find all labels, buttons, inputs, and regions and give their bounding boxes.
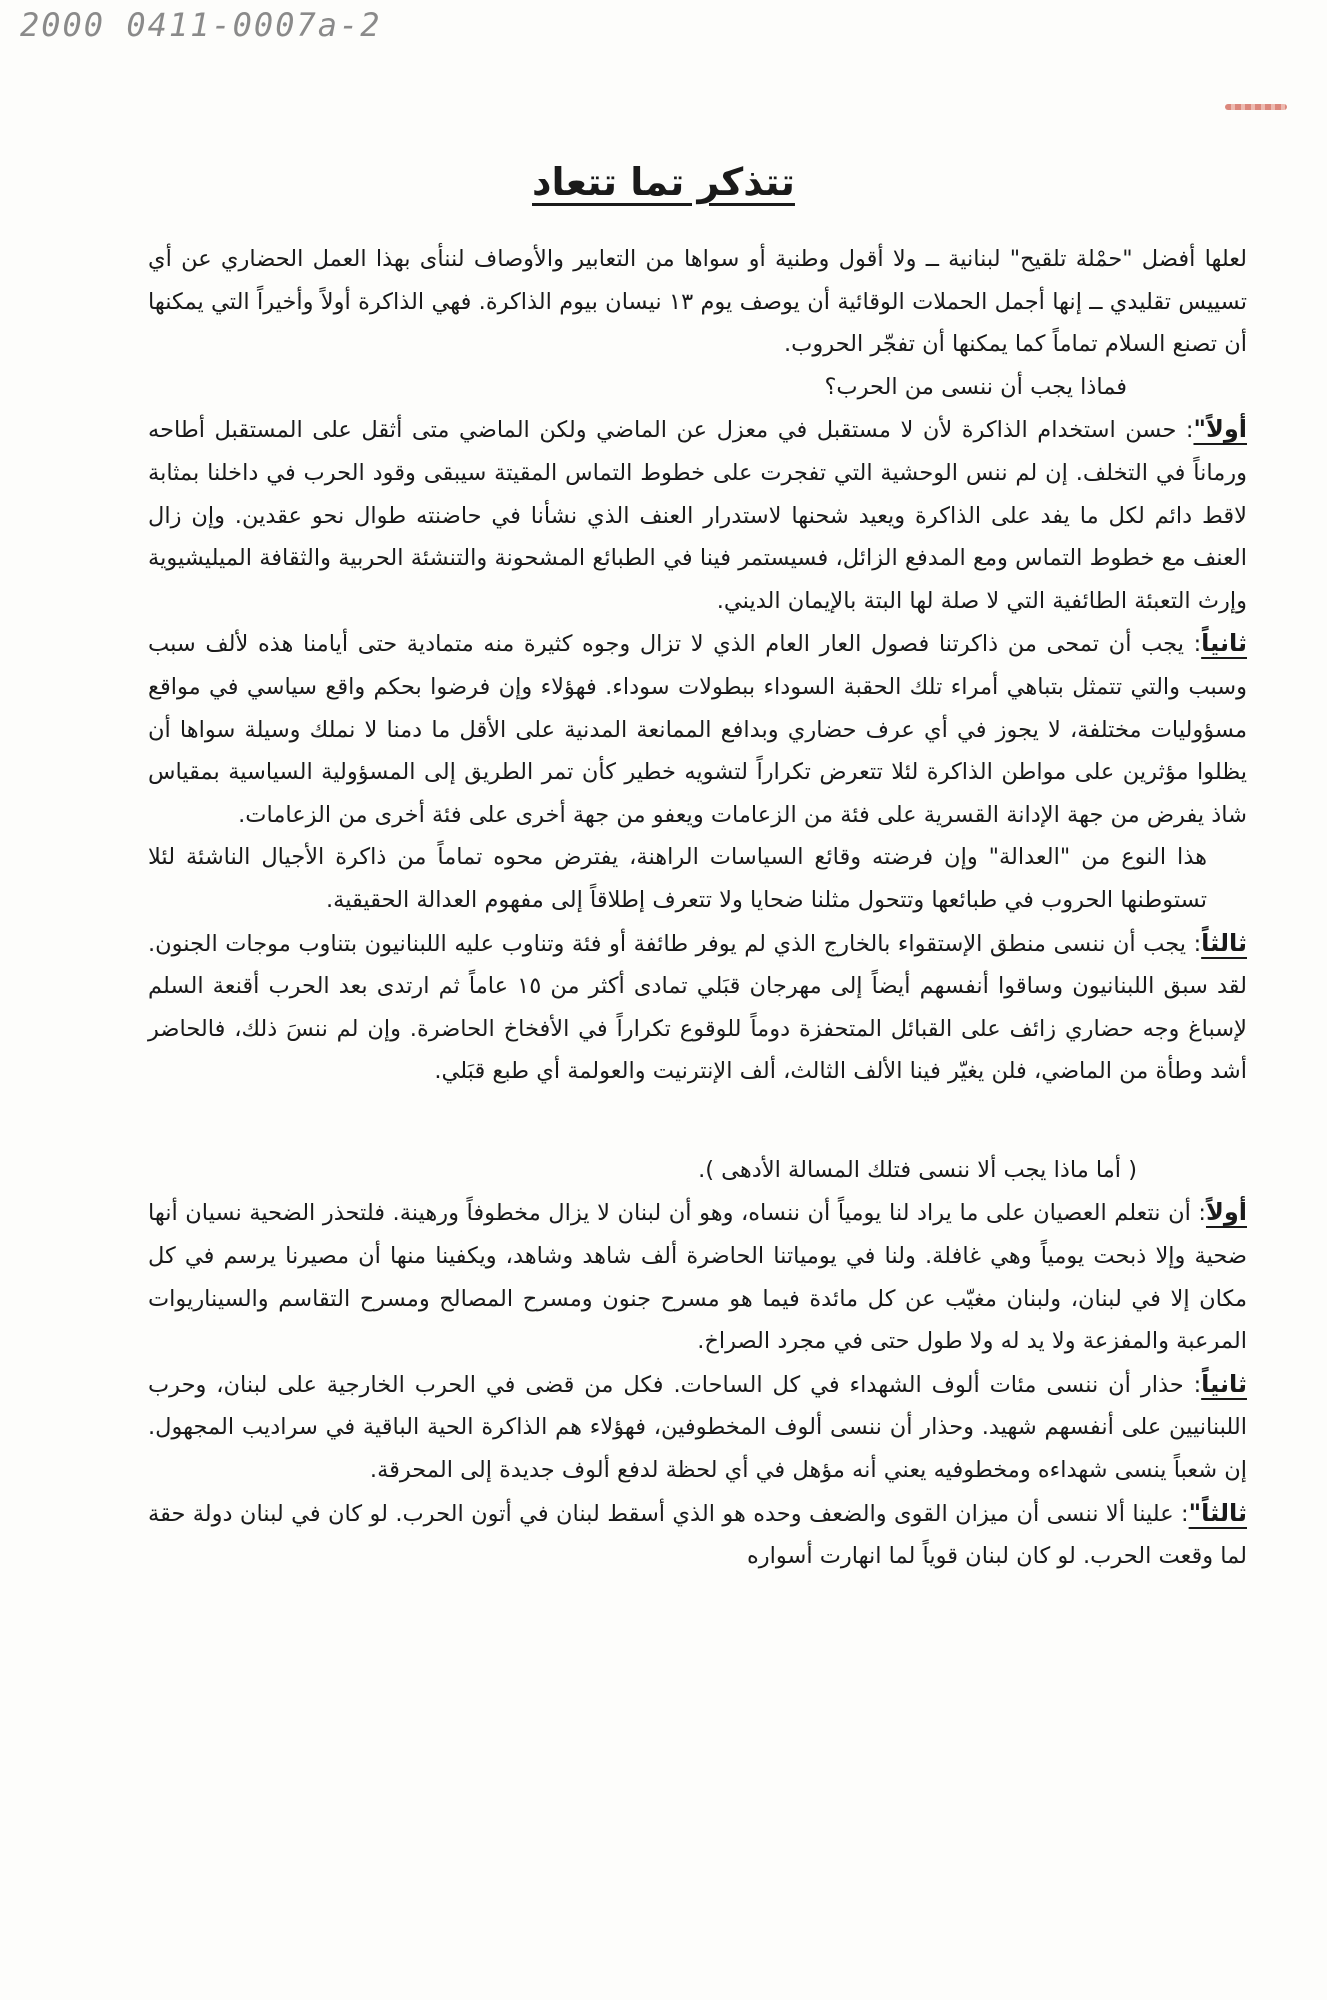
paragraph-lead: ثانياً xyxy=(1201,1369,1247,1398)
paragraph-remember-intro xyxy=(148,1149,1247,1192)
paragraph-text: : يجب أن ننسى منطق الإستقواء بالخارج الذي لم يوفر طائفة أو فئة وتناوب عليه اللبنانيون بتناوب موجات الجنون. لقد سبق اللبنانيون وساقوا أنفسهم أيضاً إلى مهرجان قبَلي تمادى أكثر من ١٥ عاماً ثم ارتدى بعد الحرب أقنعة السلم لإسباغ وجه حضاري زائف على القبائل المتحفزة دوماً للوقوع تكراراً في الأفخاخ الحاضرة. وإن لم ننسَ ذلك، فالحاضر أشد وطأة من الماضي، فلن يغيّر فينا الألف الثالث، ألف الإنترنيت والعولمة أي طبع قبَلي. xyxy=(148,930,1247,1085)
paragraph-text: : علينا ألا ننسى أن ميزان القوى والضعف وحده هو الذي أسقط لبنان في أتون الحرب. لو كان في لبنان دولة حقة لما وقعت الحرب. لو كان لبنان قوياً لما انهارت أسواره xyxy=(148,1500,1247,1570)
paragraph-intro xyxy=(148,238,1247,366)
paragraph-question xyxy=(148,366,1247,409)
paragraph-lead: ثانياً xyxy=(1201,629,1247,658)
paragraph-text: هذا النوع من "العدالة" وإن فرضته وقائع السياسات الراهنة، يفترض محوه تماماً من ذاكرة الأجيال الناشئة لئلا تستوطنها الحروب في طبائعها وتتحول مثلنا ضحايا ولا تتعرف إطلاقاً إلى مفهوم العدالة الحقيقية. xyxy=(148,844,1207,913)
paragraph-text: لعلها أفضل "حمْلة تلقيح" لبنانية ــ ولا أقول وطنية أو سواها من التعابير والأوصاف لننأى بهذا العمل الحضاري عن أي تسييس تقليدي ــ إنها أجمل الحملات الوقائية أن يوصف يوم ١٣ نيسان بيوم الذاكرة. فهي الذاكرة أولاً وأخيراً التي يمكنها أن تصنع السلام تماماً كما يمكنها أن تفجّر الحروب. xyxy=(148,246,1247,358)
paragraph-lead: أولاً xyxy=(1205,1198,1247,1227)
paragraph-text: : يجب أن تمحى من ذاكرتنا فصول العار العام الذي لا تزال وجوه كثيرة منه متمادية حتى أيامنا هذه لألف سبب وسبب والتي تتمثل بتباهي أمراء تلك الحقبة السوداء ببطولات سوداء. فهؤلاء وإن فرضوا بحكم واقع سياسي في مواقع مسؤوليات مختلفة، لا يجوز في أي عرف حضاري وبدافع الممانعة المدنية على الأقل ما دمنا لا نملك وسيلة سواها أن يظلوا مؤثرين على مواطن الذاكرة لئلا تتعرض تكراراً لتشويه خطير كأن تمر الطريق إلى المسؤولية السياسية بمقياس شاذ يفرض من جهة الإدانة القسرية على فئة من الزعامات ويعفو من جهة أخرى على فئة أخرى من الزعامات. xyxy=(148,631,1247,828)
paragraph-lead: ثالثاً" xyxy=(1188,1498,1247,1527)
section-gap xyxy=(148,1093,1247,1149)
paragraph-forget-third xyxy=(148,922,1247,1093)
paragraph-text: : أن نتعلم العصيان على ما يراد لنا يومياً أن ننساه، وهو أن لبنان لا يزال مخطوفاً ورهينة. فلتحذر الضحية نسيان أنها ضحية وإلا ذبحت يومياً وهي غافلة. ولنا في يومياتنا الحاضرة ألف شاهد وشاهد، ويكفينا منها أن مصيرنا يرسم في كل مكان إلا في لبنان، ولبنان مغيّب عن كل مائدة فيما هو مسرح جنون ومسرح المصالح ومسرح التقاسم والسيناريوات المرعبة والمفزعة ولا يد له ولا طول حتى في مجرد الصراخ. xyxy=(148,1200,1247,1355)
paragraph-text: ( أما ماذا يجب ألا ننسى فتلك المسالة الأدهى ). xyxy=(698,1156,1137,1183)
paragraph-text: فماذا يجب أن ننسى من الحرب؟ xyxy=(824,373,1127,400)
paragraph-remember-second xyxy=(148,1363,1247,1492)
paragraph-lead: ثالثاً xyxy=(1201,928,1247,957)
paragraph-remember-first xyxy=(148,1191,1247,1362)
paragraph-remember-third xyxy=(148,1492,1247,1578)
paragraph-text: : حذار أن ننسى مئات ألوف الشهداء في كل الساحات. فكل من قضى في الحرب الخارجية على لبنان، وحرب اللبنانيين على أنفسهم شهيد. وحذار أن ننسى ألوف المخطوفين، فهؤلاء هم الذاكرة الحية الباقية في سراديب المجهول. إن شعباً ينسى شهداءه ومخطوفيه يعني أنه مؤهل في أي لحظة لدفع ألوف جديدة إلى المحرقة. xyxy=(148,1371,1247,1484)
paragraph-justice xyxy=(148,836,1247,921)
handwritten-document-id: 2000 0411-0007a-2 xyxy=(20,6,382,44)
paragraph-forget-first xyxy=(148,408,1247,622)
red-ink-mark xyxy=(1225,104,1287,110)
page-title: تتذكر تما تتعاد xyxy=(532,160,795,204)
paragraph-text: : حسن استخدام الذاكرة لأن لا مستقبل في معزل عن الماضي ولكن الماضي متى أثقل على المستقبل أطاحه ورماناً في التخلف. إن لم ننس الوحشية التي تفجرت على خطوط التماس المقيتة سيبقى وقود الحرب في داخلنا بمثابة لاقط دائم لكل ما يفد على الذاكرة ويعيد شحنها لاستدرار العنف الذي نشأنا في حاضنته طوال نحو عقدين. وإن زال العنف مع خطوط التماس ومع المدفع الزائل، فسيستمر فينا في الطبائع المشحونة والتنشئة الحربية والثقافة الميليشيوية وإرث التعبئة الطائفية التي لا صلة لها البتة بالإيمان الديني. xyxy=(148,417,1247,614)
document-body xyxy=(148,238,1247,1578)
paragraph-forget-second xyxy=(148,622,1247,836)
paragraph-lead: أولاً" xyxy=(1193,415,1247,444)
